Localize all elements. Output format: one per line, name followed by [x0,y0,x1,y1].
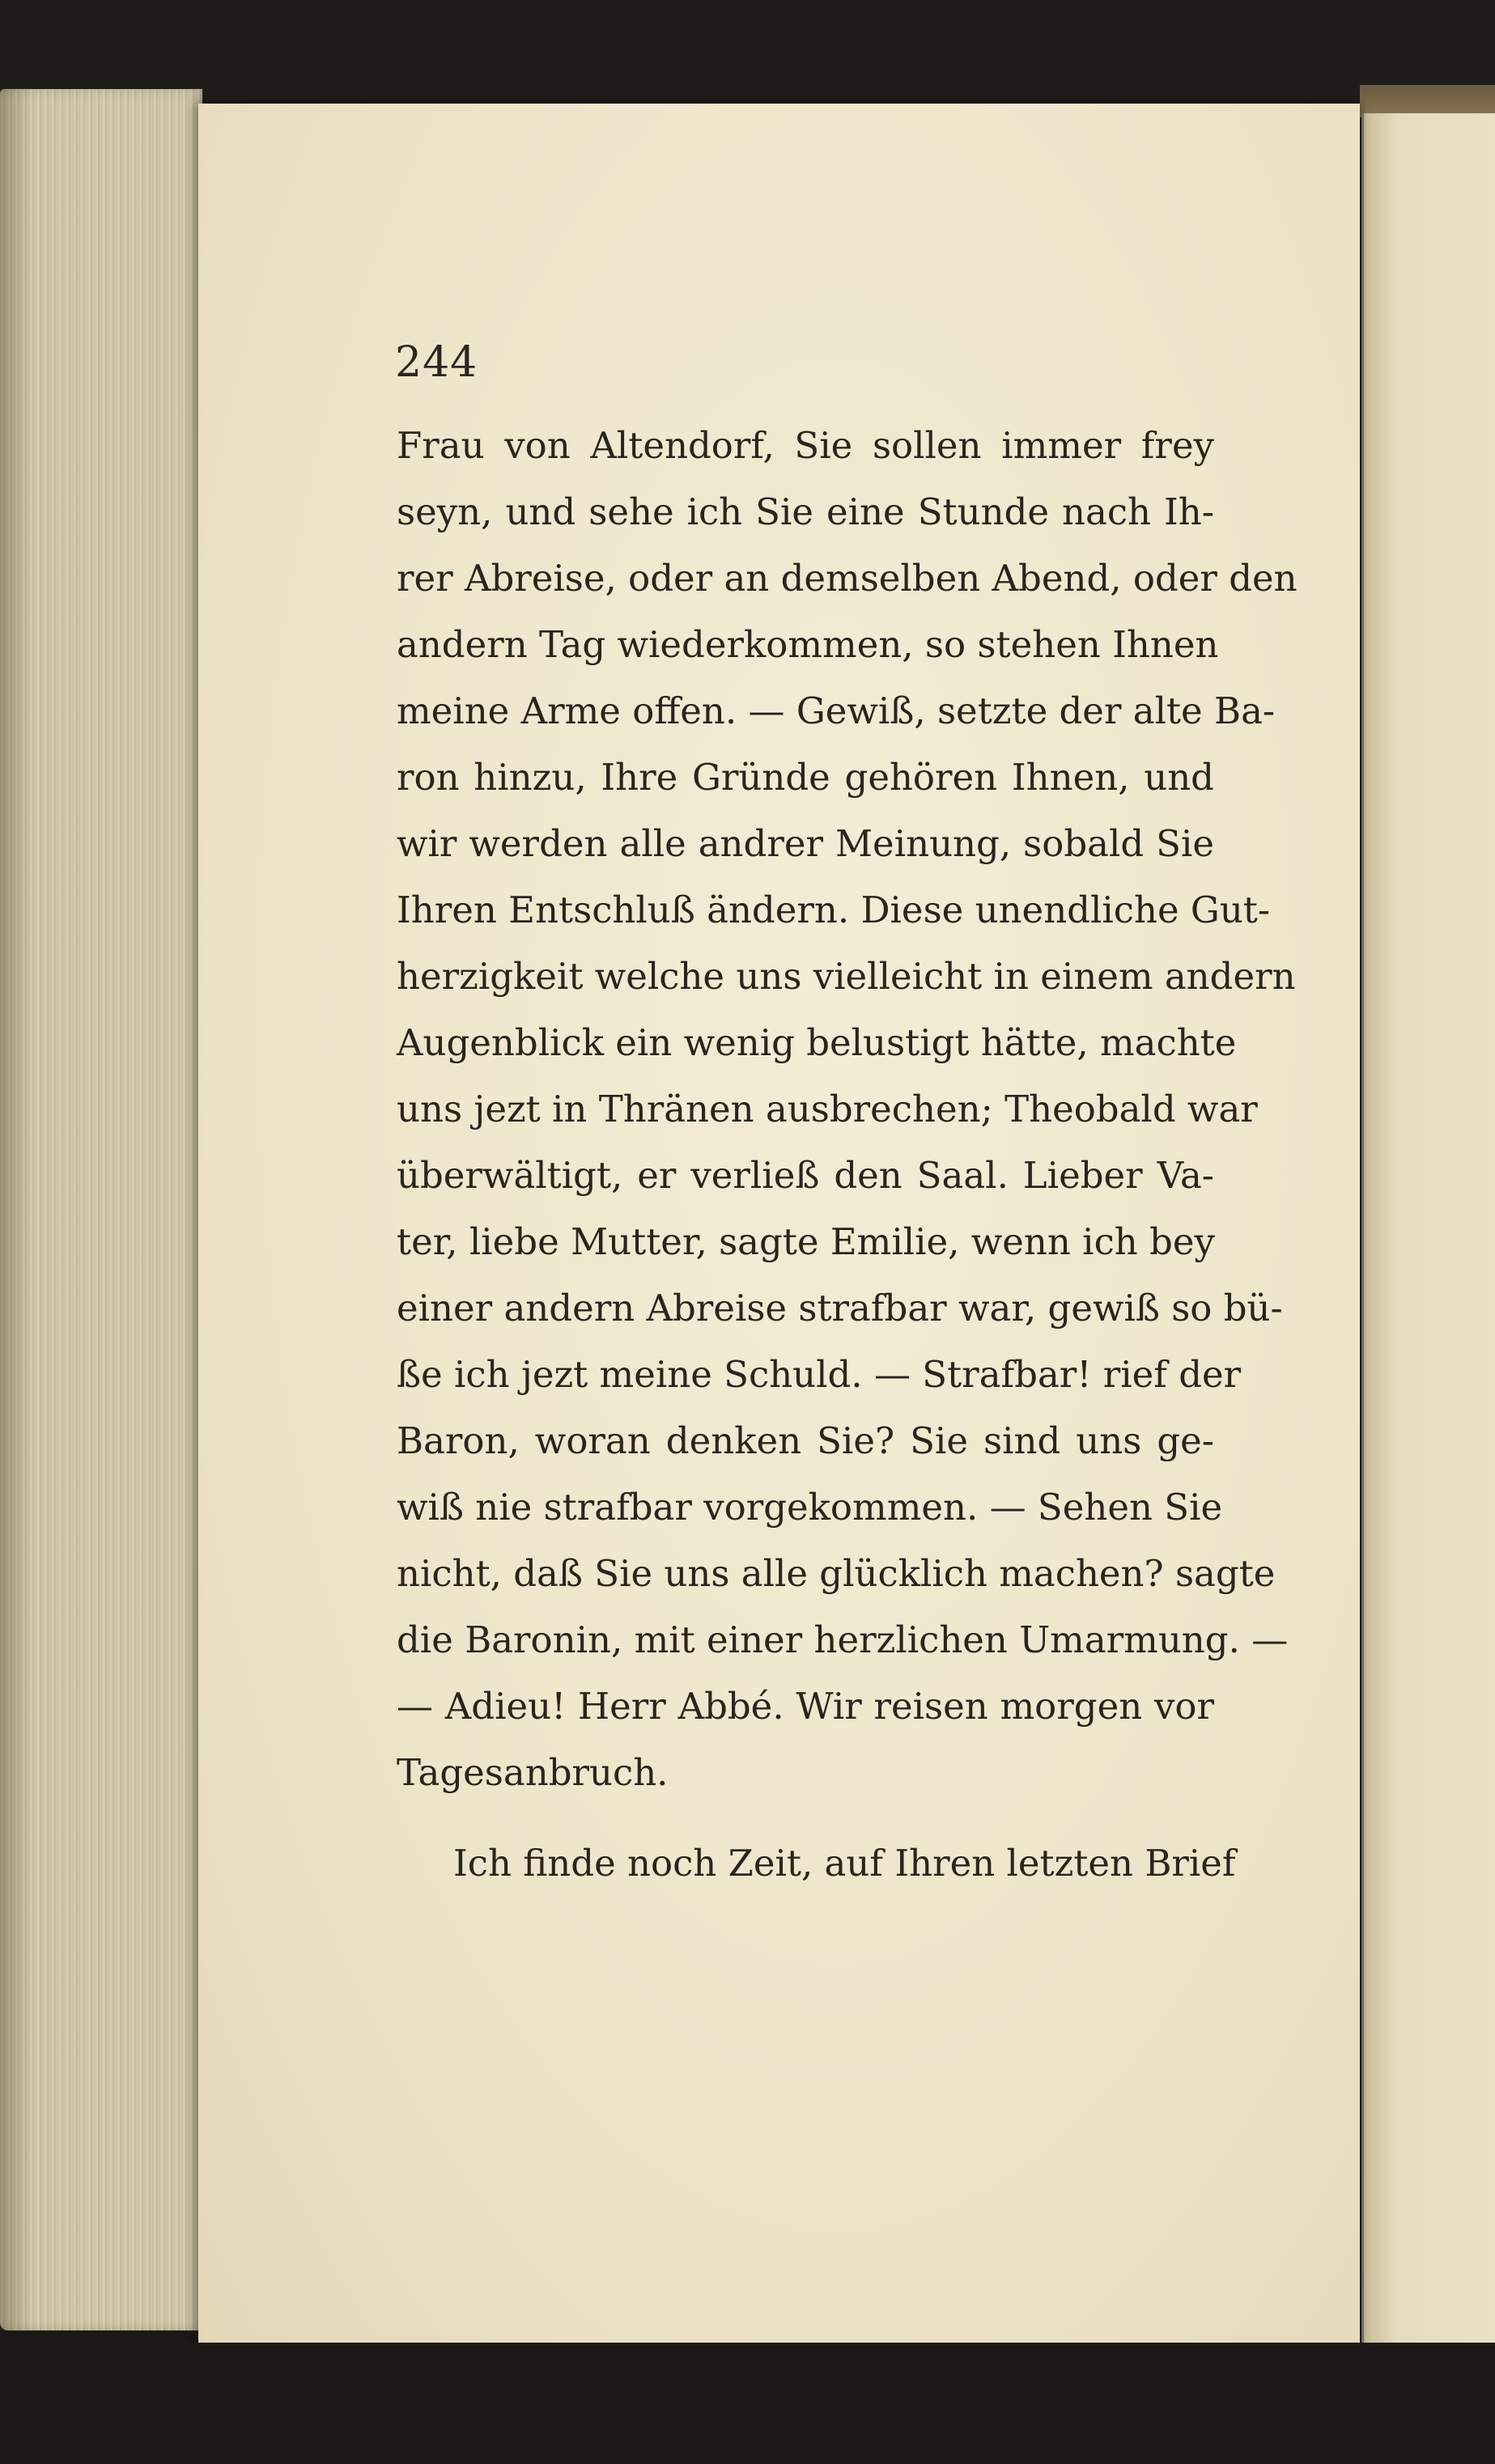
text-line: Ihren Entschluß ändern. Diese unendliche Gut- [397,888,1271,931]
text-line: seyn, und sehe ich Sie eine Stunde nach Ih- [397,490,1214,533]
paragraph-gap [397,1806,1214,1830]
text-line: meine Arme offen. — Gewiß, setzte der alte Ba- [397,689,1276,732]
text-line: andern Tag wiederkommen, so stehen Ihnen [397,623,1219,666]
text-line: die Baronin, mit einer herzlichen Umarmung. — [397,1618,1289,1661]
text-line: — Adieu! Herr Abbé. Wir reisen morgen vor [397,1685,1214,1728]
text-line: überwältigt, er verließ den Saal. Lieber Va- [397,1154,1214,1197]
text-line: ße ich jezt meine Schuld. — Strafbar! rief der [397,1353,1242,1396]
page-stack-edges [0,89,202,2330]
text-line: Frau von Altendorf, Sie sollen immer frey [397,424,1214,467]
text-line: ter, liebe Mutter, sagte Emilie, wenn ich bey [397,1220,1215,1263]
paragraph-start: Ich finde noch Zeit, auf Ihren letzten Brief [453,1842,1236,1885]
text-line: rer Abreise, oder an demselben Abend, oder den [397,557,1298,600]
background-bottom [0,2343,1495,2464]
text-line: nicht, daß Sie uns alle glücklich machen? sagte [397,1552,1276,1595]
facing-page [1361,113,1495,2347]
text-line: Augenblick ein wenig belustigt hätte, machte [397,1021,1237,1064]
text-line: Tagesanbruch. [397,1751,669,1794]
text-line: ron hinzu, Ihre Gründe gehören Ihnen, und [397,756,1214,799]
book-binding [1360,85,1495,117]
text-line: uns jezt in Thränen ausbrechen; Theobald war [397,1088,1258,1130]
text-line: wiß nie strafbar vorgekommen. — Sehen Sie [397,1486,1223,1529]
text-line: herzigkeit welche uns vielleicht in einem andern [397,955,1296,998]
text-line: wir werden alle andrer Meinung, sobald Sie [397,822,1214,865]
text-line: einer andern Abreise strafbar war, gewiß so bü- [397,1287,1283,1330]
text-line: Baron, woran denken Sie? Sie sind uns ge- [397,1419,1214,1462]
page-number: 244 [395,338,478,387]
page-text [397,413,1298,1897]
